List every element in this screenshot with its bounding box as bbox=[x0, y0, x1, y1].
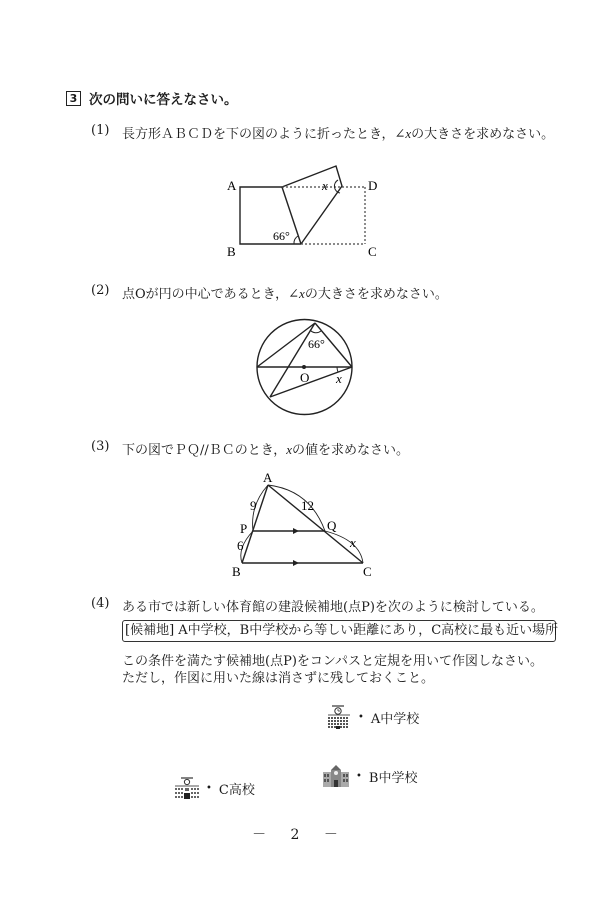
question-number: (4) bbox=[91, 596, 110, 611]
question-2 bbox=[91, 283, 448, 302]
map-point-a-junior-high bbox=[326, 703, 419, 731]
question-text: 点Oが円の中心であるとき，∠xの大きさを求めなさい。 bbox=[122, 286, 448, 302]
question-4 bbox=[91, 596, 544, 615]
label-x: x bbox=[336, 371, 342, 386]
label-Q: Q bbox=[327, 518, 337, 533]
question-number: (3) bbox=[91, 439, 110, 454]
section-title: 次の問いに答えなさい。 bbox=[89, 92, 238, 108]
label-B: B bbox=[232, 564, 241, 579]
label-P: P bbox=[240, 521, 248, 536]
school-clock-icon bbox=[326, 703, 352, 731]
map-bullet: • bbox=[358, 711, 364, 723]
page-number: － 2 － bbox=[252, 827, 348, 843]
center-point bbox=[302, 365, 306, 369]
label-A: A bbox=[227, 178, 237, 193]
map-label: B中学校 bbox=[368, 770, 418, 786]
label-D: D bbox=[368, 178, 378, 193]
map-bullet: • bbox=[356, 770, 362, 782]
figure-folded-rectangle bbox=[220, 160, 400, 260]
label-angle-66: 66° bbox=[308, 337, 325, 351]
label-C: C bbox=[368, 244, 377, 259]
map-point-c-high-school bbox=[174, 776, 255, 800]
section-number-box: 3 bbox=[66, 91, 81, 106]
label-12: 12 bbox=[301, 498, 314, 513]
label-A: A bbox=[263, 470, 273, 485]
map-point-b-junior-high bbox=[322, 764, 417, 788]
label-x: x bbox=[322, 178, 328, 193]
question-1 bbox=[91, 123, 554, 142]
label-angle-66: 66° bbox=[273, 229, 290, 243]
label-9: 9 bbox=[250, 498, 257, 513]
map-label: A中学校 bbox=[370, 711, 420, 727]
condition-box: [候補地] A中学校，B中学校から等しい距離にあり，C高校に最も近い場所 bbox=[122, 620, 556, 642]
question-3 bbox=[91, 439, 409, 458]
question-text: 長方形ＡＢＣＤを下の図のように折ったとき，∠xの大きさを求めなさい。 bbox=[122, 126, 555, 142]
map-label: C高校 bbox=[218, 782, 255, 798]
label-C: C bbox=[363, 564, 372, 579]
question-number: (2) bbox=[91, 283, 110, 298]
section-heading bbox=[66, 88, 238, 108]
figure-circle bbox=[250, 315, 360, 425]
instruction-line-1: この条件を満たす候補地(点P)をコンパスと定規を用いて作図しなさい。 bbox=[122, 654, 543, 669]
instruction-line-2: ただし，作図に用いた線は消さずに残しておくこと。 bbox=[122, 671, 435, 686]
label-B: B bbox=[227, 244, 236, 259]
label-O: O bbox=[300, 370, 310, 385]
figure-triangle bbox=[225, 465, 385, 580]
map-bullet: • bbox=[206, 782, 212, 794]
high-school-icon bbox=[174, 776, 200, 800]
question-text: 下の図でＰＱ//ＢＣのとき，xの値を求めなさい。 bbox=[122, 442, 410, 458]
question-number: (1) bbox=[91, 123, 110, 138]
question-text: ある市では新しい体育館の建設候補地(点P)を次のように検討している。 bbox=[122, 600, 544, 615]
school-building-icon bbox=[322, 764, 350, 788]
label-x: x bbox=[350, 535, 356, 550]
label-6: 6 bbox=[237, 538, 244, 553]
